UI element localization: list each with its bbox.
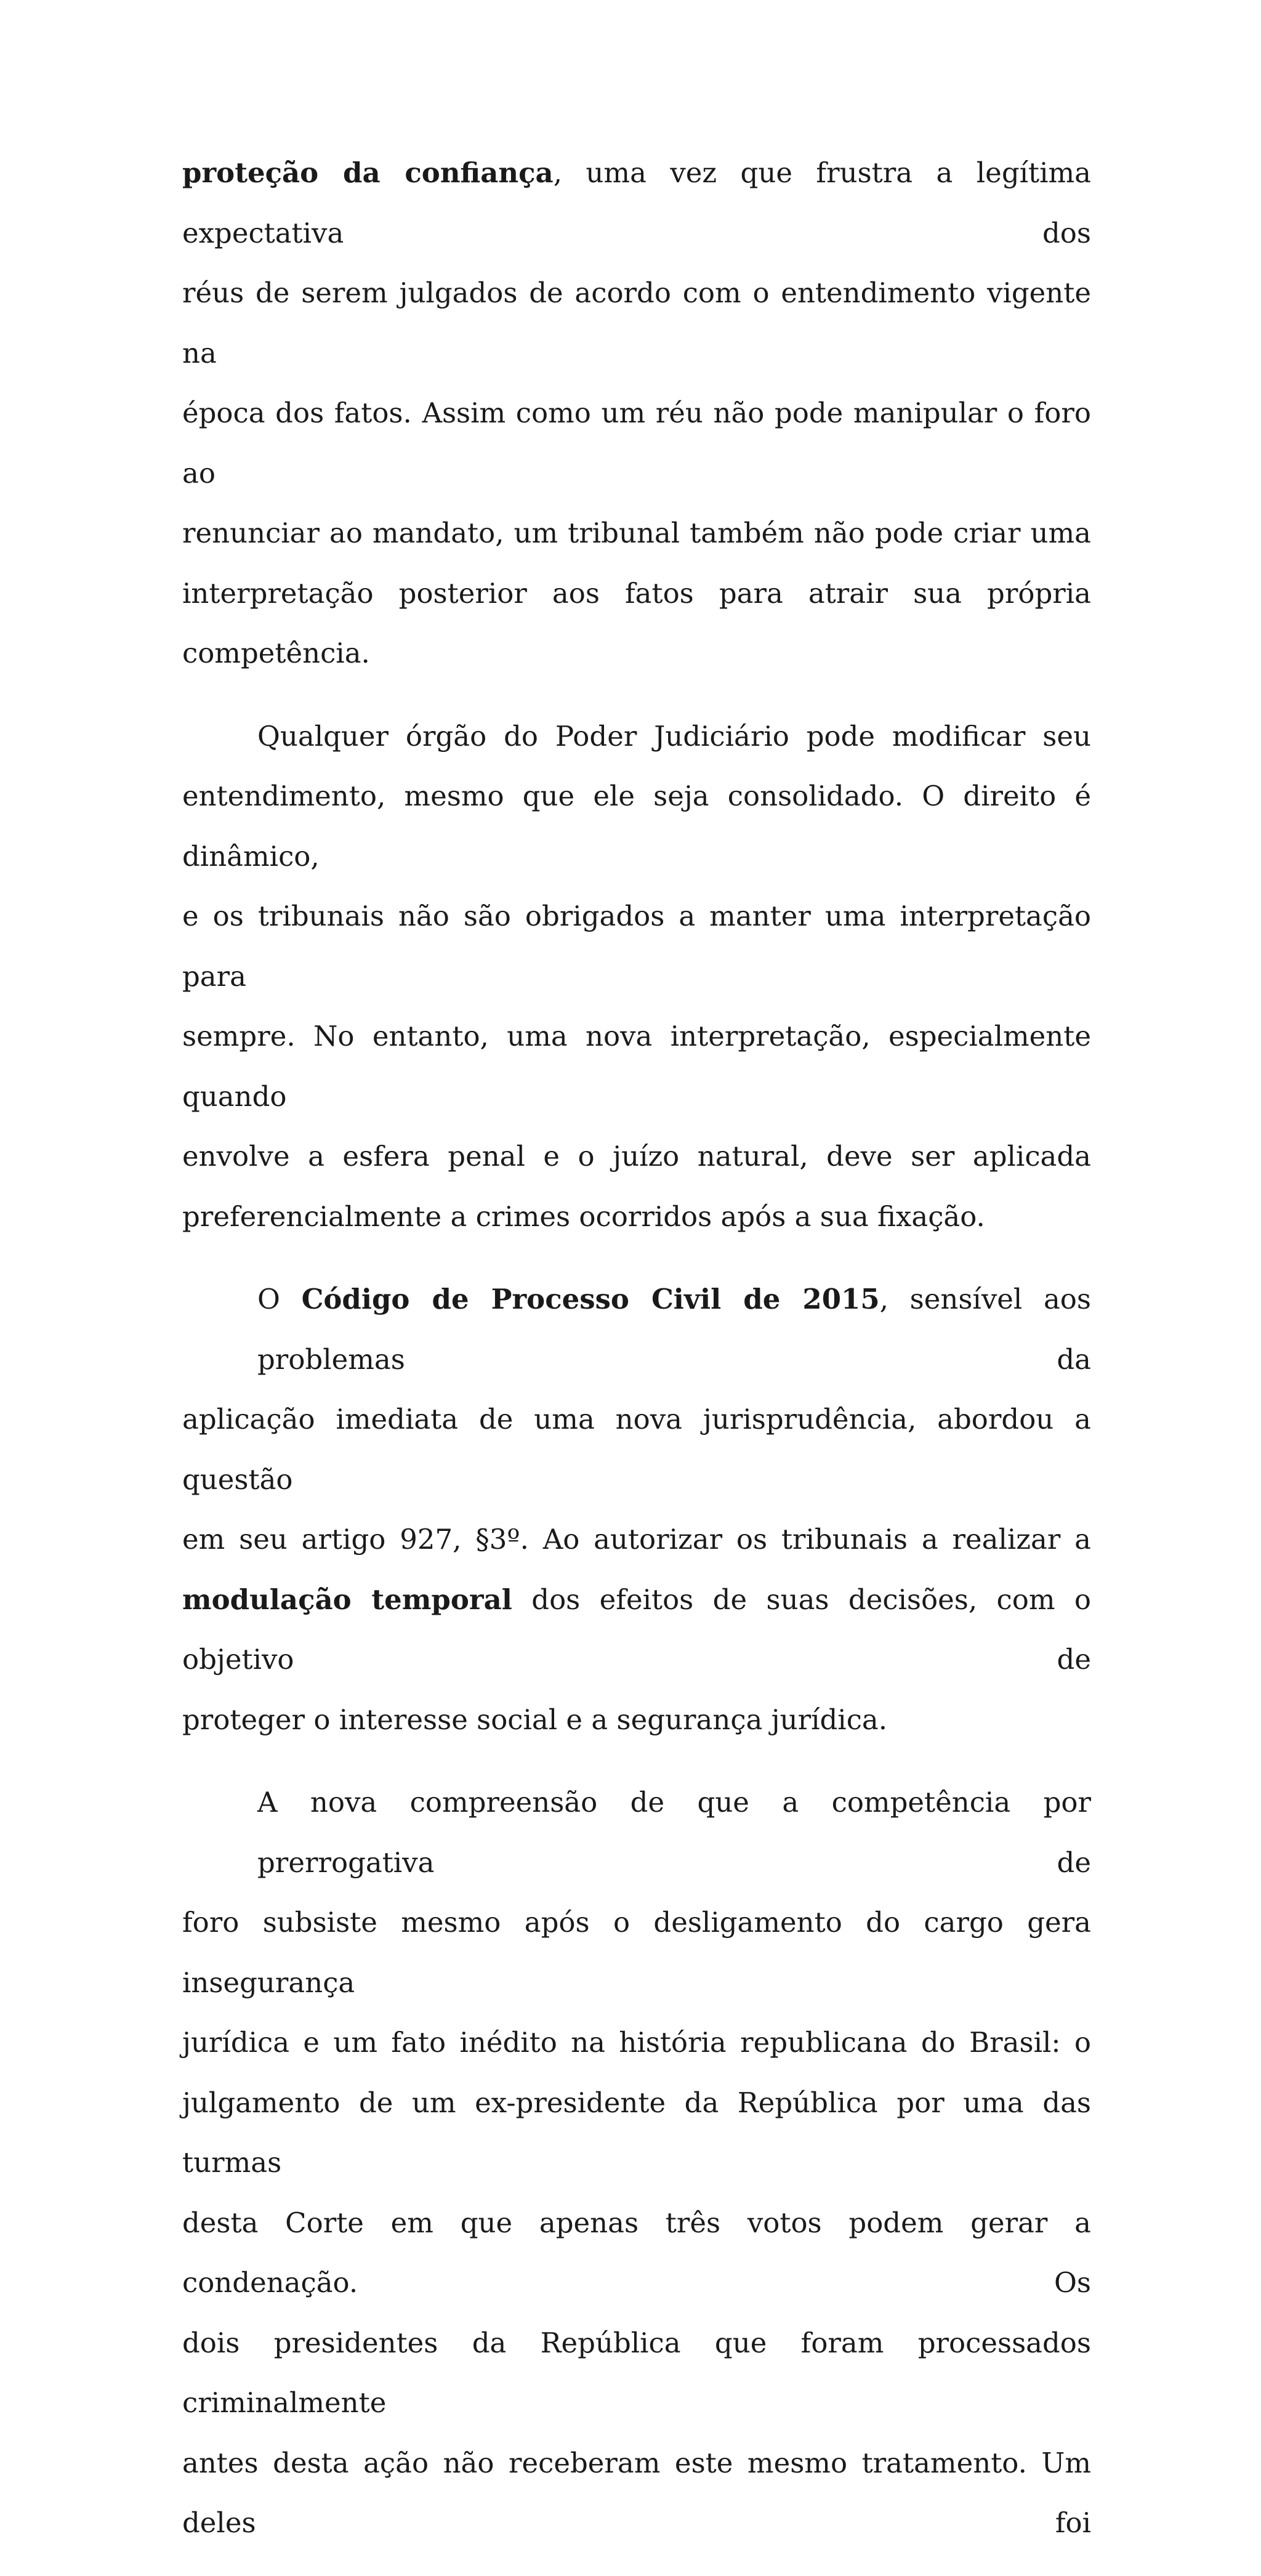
text-run: interpretação posterior aos fatos para atrair sua própria competência.	[182, 576, 1091, 669]
text-run: réus de serem julgados de acordo com o entendimento vigente na	[182, 277, 1091, 369]
text-run: julgamento de um ex-presidente da República por uma das turmas	[182, 2086, 1091, 2179]
text-run: em seu artigo 927, §3º. Ao autorizar os tribunais a realizar a	[182, 1523, 1091, 1556]
text-run: , uma vez que frustra a legítima expectativa dos	[182, 156, 1091, 249]
text-line	[182, 1772, 1091, 1892]
text-run: proteger o interesse social e a segurança jurídica.	[182, 1703, 888, 1736]
paragraph	[182, 706, 1091, 1247]
text-run: , sensível aos problemas da	[257, 1283, 1091, 1376]
text-run: A nova compreensão de que a competência por prerrogativa de	[257, 1786, 1091, 1879]
text-run: foro subsiste mesmo após o desligamento do cargo gera insegurança	[182, 1906, 1091, 1999]
text-line	[182, 1509, 1091, 1570]
text-run: sempre. No entanto, uma nova interpretação, especialmente quando	[182, 1020, 1091, 1113]
text-line	[182, 2313, 1091, 2433]
bold-term: modulação temporal	[182, 1583, 512, 1616]
paragraph	[182, 1772, 1091, 2553]
text-run: envolve a esfera penal e o juízo natural, deve ser aplicada	[182, 1140, 1091, 1173]
text-line	[182, 766, 1091, 886]
text-run: O	[257, 1283, 302, 1315]
text-run: época dos fatos. Assim como um réu não pode manipular o foro ao	[182, 397, 1091, 490]
bold-term: Código de Processo Civil de 2015	[301, 1283, 880, 1315]
text-line	[182, 2013, 1091, 2073]
text-line	[182, 706, 1091, 767]
text-line	[182, 1006, 1091, 1126]
text-line	[182, 1187, 1091, 1247]
text-run: antes desta ação não receberam este mesmo tratamento. Um deles foi	[182, 2446, 1091, 2539]
bold-term: proteção da confiança	[182, 156, 554, 189]
text-line	[182, 886, 1091, 1006]
paragraph	[182, 143, 1091, 684]
body-text	[182, 143, 1091, 2576]
text-line	[182, 1570, 1091, 1690]
text-line	[182, 2433, 1091, 2553]
text-line	[182, 263, 1091, 383]
text-line	[182, 503, 1091, 563]
text-line	[182, 1269, 1091, 1389]
text-line	[182, 1690, 1091, 1750]
text-run: Qualquer órgão do Poder Judiciário pode modificar seu	[257, 719, 1091, 753]
text-run: e os tribunais não são obrigados a manter uma interpretação para	[182, 900, 1091, 993]
text-run: entendimento, mesmo que ele seja consolidado. O direito é dinâmico,	[182, 780, 1091, 873]
text-line	[182, 143, 1091, 263]
text-run: aplicação imediata de uma nova jurisprudência, abordou a questão	[182, 1403, 1091, 1496]
text-run: dos efeitos de suas decisões, com o objetivo de	[182, 1583, 1091, 1676]
text-run: preferencialmente a crimes ocorridos após a sua fixação.	[182, 1200, 985, 1233]
text-run: dois presidentes da República que foram processados criminalmente	[182, 2326, 1091, 2419]
text-line	[182, 1892, 1091, 2013]
text-line	[182, 1126, 1091, 1187]
paragraph	[182, 1269, 1091, 1750]
text-run: desta Corte em que apenas três votos podem gerar a condenação. Os	[182, 2206, 1091, 2299]
text-run: jurídica e um fato inédito na história republicana do Brasil: o	[182, 2026, 1091, 2059]
text-line	[182, 1389, 1091, 1509]
text-line	[182, 563, 1091, 684]
text-line	[182, 2073, 1091, 2193]
text-line	[182, 2193, 1091, 2313]
text-run: renunciar ao mandato, um tribunal também não pode criar uma	[182, 517, 1091, 549]
text-line	[182, 383, 1091, 503]
